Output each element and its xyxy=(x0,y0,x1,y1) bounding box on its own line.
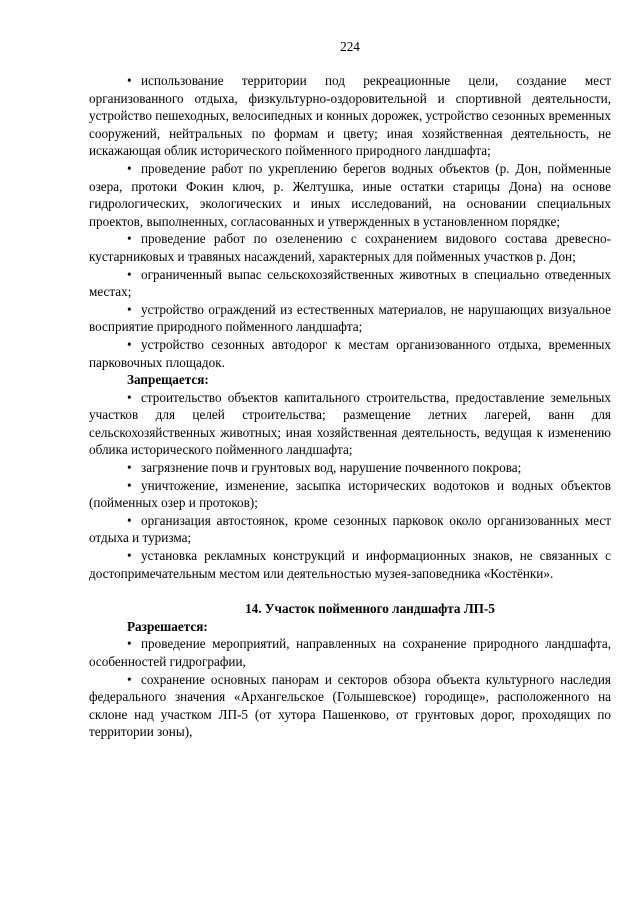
list-item: • уничтожение, изменение, засыпка исторических водотоков и водных объектов (пойменных озер и протоков); xyxy=(89,477,611,512)
list-item: • сохранение основных панорам и секторов обзора объекта культурного наследия федерального значения «Архангельское (Голышевское) городище», расположенного на склоне над участком ЛП-5 (от хутора Пашенково, от грунтовых дорог, проходящих по территории зоны), xyxy=(89,671,611,741)
prohibited-heading: Запрещается: xyxy=(127,372,209,388)
page-number: 224 xyxy=(340,39,360,54)
list-item: • устройство сезонных автодорог к местам организованного отдыха, временных парковочных площадок. xyxy=(89,336,611,371)
list-item: • устройство ограждений из естественных материалов, не нарушающих визуальное восприятие природного пойменного ландшафта; xyxy=(89,301,611,336)
list-item: • загрязнение почв и грунтовых вод, нарушение почвенного покрова; xyxy=(89,459,611,477)
list-item: • проведение работ по озеленению с сохранением видового состава древесно-кустарниковых и травяных насаждений, характерных для пойменных участков р. Дон; xyxy=(89,230,611,265)
list-item: • проведение мероприятий, направленных на сохранение природного ландшафта, особенностей гидрографии, xyxy=(89,635,611,670)
section-title: 14. Участок пойменного ландшафта ЛП-5 xyxy=(245,601,495,617)
list-item: • ограниченный выпас сельскохозяйственных животных в специально отведенных местах; xyxy=(89,266,611,301)
list-item: • проведение работ по укреплению берегов водных объектов (р. Дон, пойменные озера, протоки Фокин ключ, р. Желтушка, иные остатки старицы Дона) на основе гидрологических, экологических и иных исследований, на основании специальных проектов, выполненных, согласованных и утвержденных в установленном порядке; xyxy=(89,160,611,230)
allowed-heading: Разрешается: xyxy=(127,618,208,634)
list-item: • установка рекламных конструкций и информационных знаков, не связанных с достопримечательным местом или деятельностью музея-заповедника «Костёнки». xyxy=(89,547,611,582)
document-page xyxy=(89,38,611,741)
list-item: • строительство объектов капитального строительства, предоставление земельных участков для целей строительства; размещение летних лагерей, ванн для сельскохозяйственных животных; иная хозяйственная деятельность, ведущая к изменению облика исторического пойменного ландшафта; xyxy=(89,389,611,459)
list-item: • организация автостоянок, кроме сезонных парковок около организованных мест отдыха и туризма; xyxy=(89,512,611,547)
list-item: • использование территории под рекреационные цели, создание мест организованного отдыха, физкультурно-оздоровительной и спортивной деятельности, устройство пешеходных, велосипедных и конных дорожек, устройство сезонных временных сооружений, нейтральных по формам и цвету; иная хозяйственная деятельность, не искажающая облик исторического пойменного природного ландшафта; xyxy=(89,72,611,160)
